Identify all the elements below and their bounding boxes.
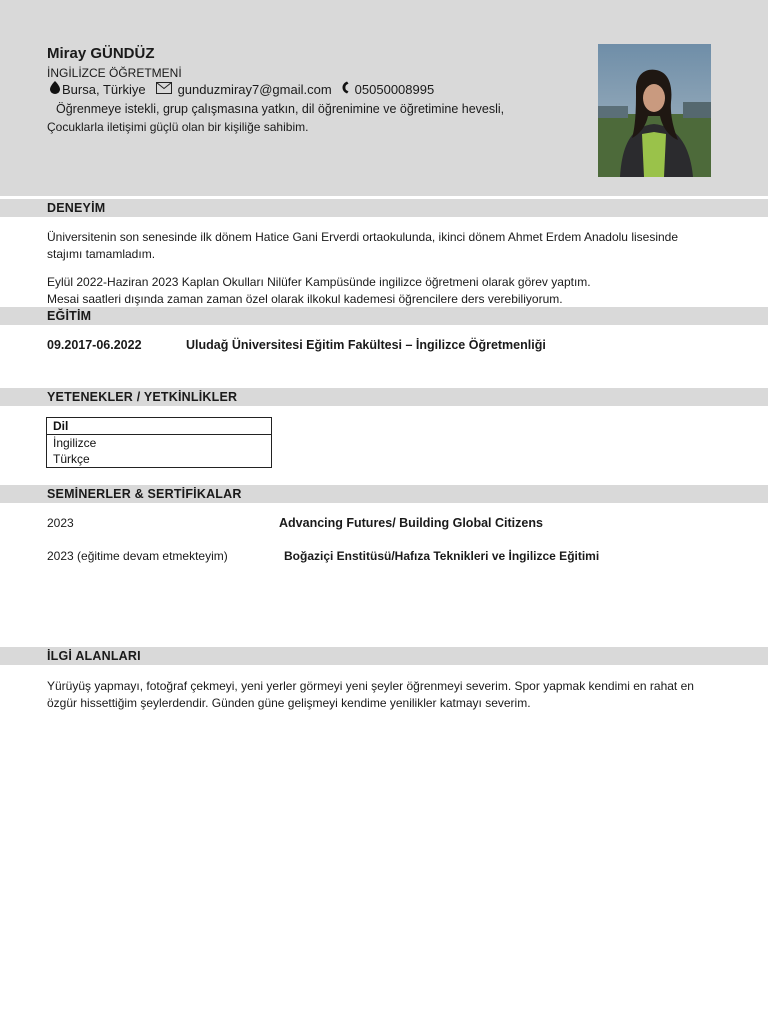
email-link[interactable]: gunduzmiray7@gmail.com	[177, 81, 332, 97]
summary-line: Çocuklarla iletişimi güçlü olan bir kişiliğe sahibim.	[47, 120, 309, 134]
section-skills-bar	[0, 388, 768, 406]
section-experience-bar	[0, 199, 768, 217]
education-dates: 09.2017-06.2022	[47, 338, 142, 352]
experience-paragraph: Üniversitenin son senesinde ilk dönem Hatice Gani Erverdi ortaokulunda, ikinci dönem Ahmet Erdem Anadolu lisesinde stajımı tamamladım.	[47, 230, 679, 261]
section-heading: SEMİNERLER & SERTİFİKALAR	[47, 487, 242, 501]
experience-line: Mesai saatleri dışında zaman zaman özel olarak ilkokul kademesi öğrencilere ders verebiliyorum.	[47, 292, 563, 306]
interests-paragraph: Yürüyüş yapmayı, fotoğraf çekmeyi, yeni yerler görmeyi yeni şeyler öğrenmeyi severim. Spor yapmak kendimi en rahat en özgür hissettiğim şeylerdendir. Günden güne gelişmeyi kendime yenilikler katmayı severim.	[47, 679, 694, 710]
summary-line: Öğrenmeye istekli, grup çalışmasına yatkın, dil öğrenimine ve öğretimine hevesli,	[56, 102, 505, 116]
profile-photo	[598, 44, 711, 177]
experience-line: Eylül 2022-Haziran 2023 Kaplan Okulları Nilüfer Kampüsünde ingilizce öğretmeni olarak görev yaptım.	[47, 275, 591, 289]
seminar-title: Boğaziçi Enstitüsü/Hafıza Teknikleri ve İngilizce Eğitimi	[284, 549, 600, 563]
section-heading: YETENEKLER / YETKİNLİKLER	[47, 390, 238, 404]
section-interests-bar	[0, 647, 768, 665]
section-heading: DENEYİM	[47, 201, 106, 215]
table-row: Türkçe	[53, 452, 90, 466]
location-text: Bursa, Türkiye	[62, 81, 146, 97]
job-title: İNGİLİZCE ÖĞRETMENİ	[47, 66, 182, 80]
language-table	[46, 417, 272, 468]
seminar-year: 2023	[47, 516, 74, 530]
profile-summary	[47, 100, 587, 136]
section-education-bar	[0, 307, 768, 325]
phone-number[interactable]: 05050008995	[354, 81, 435, 97]
person-name: Miray GÜNDÜZ	[47, 45, 155, 62]
seminar-year: 2023 (eğitime devam etmekteyim)	[47, 549, 228, 563]
envelope-icon	[156, 82, 172, 97]
phone-icon	[342, 81, 349, 97]
contact-line	[50, 81, 434, 97]
experience-paragraph	[47, 274, 707, 308]
table-header: Dil	[47, 418, 271, 435]
table-row: İngilizce	[53, 436, 97, 450]
seminar-title: Advancing Futures/ Building Global Citizens	[279, 516, 543, 530]
section-heading: EĞİTİM	[47, 309, 92, 323]
map-pin-icon	[50, 81, 60, 97]
section-heading: İLGİ ALANLARI	[47, 649, 141, 663]
section-seminars-bar	[0, 485, 768, 503]
education-school: Uludağ Üniversitesi Eğitim Fakültesi – İngilizce Öğretmenliği	[186, 338, 546, 352]
